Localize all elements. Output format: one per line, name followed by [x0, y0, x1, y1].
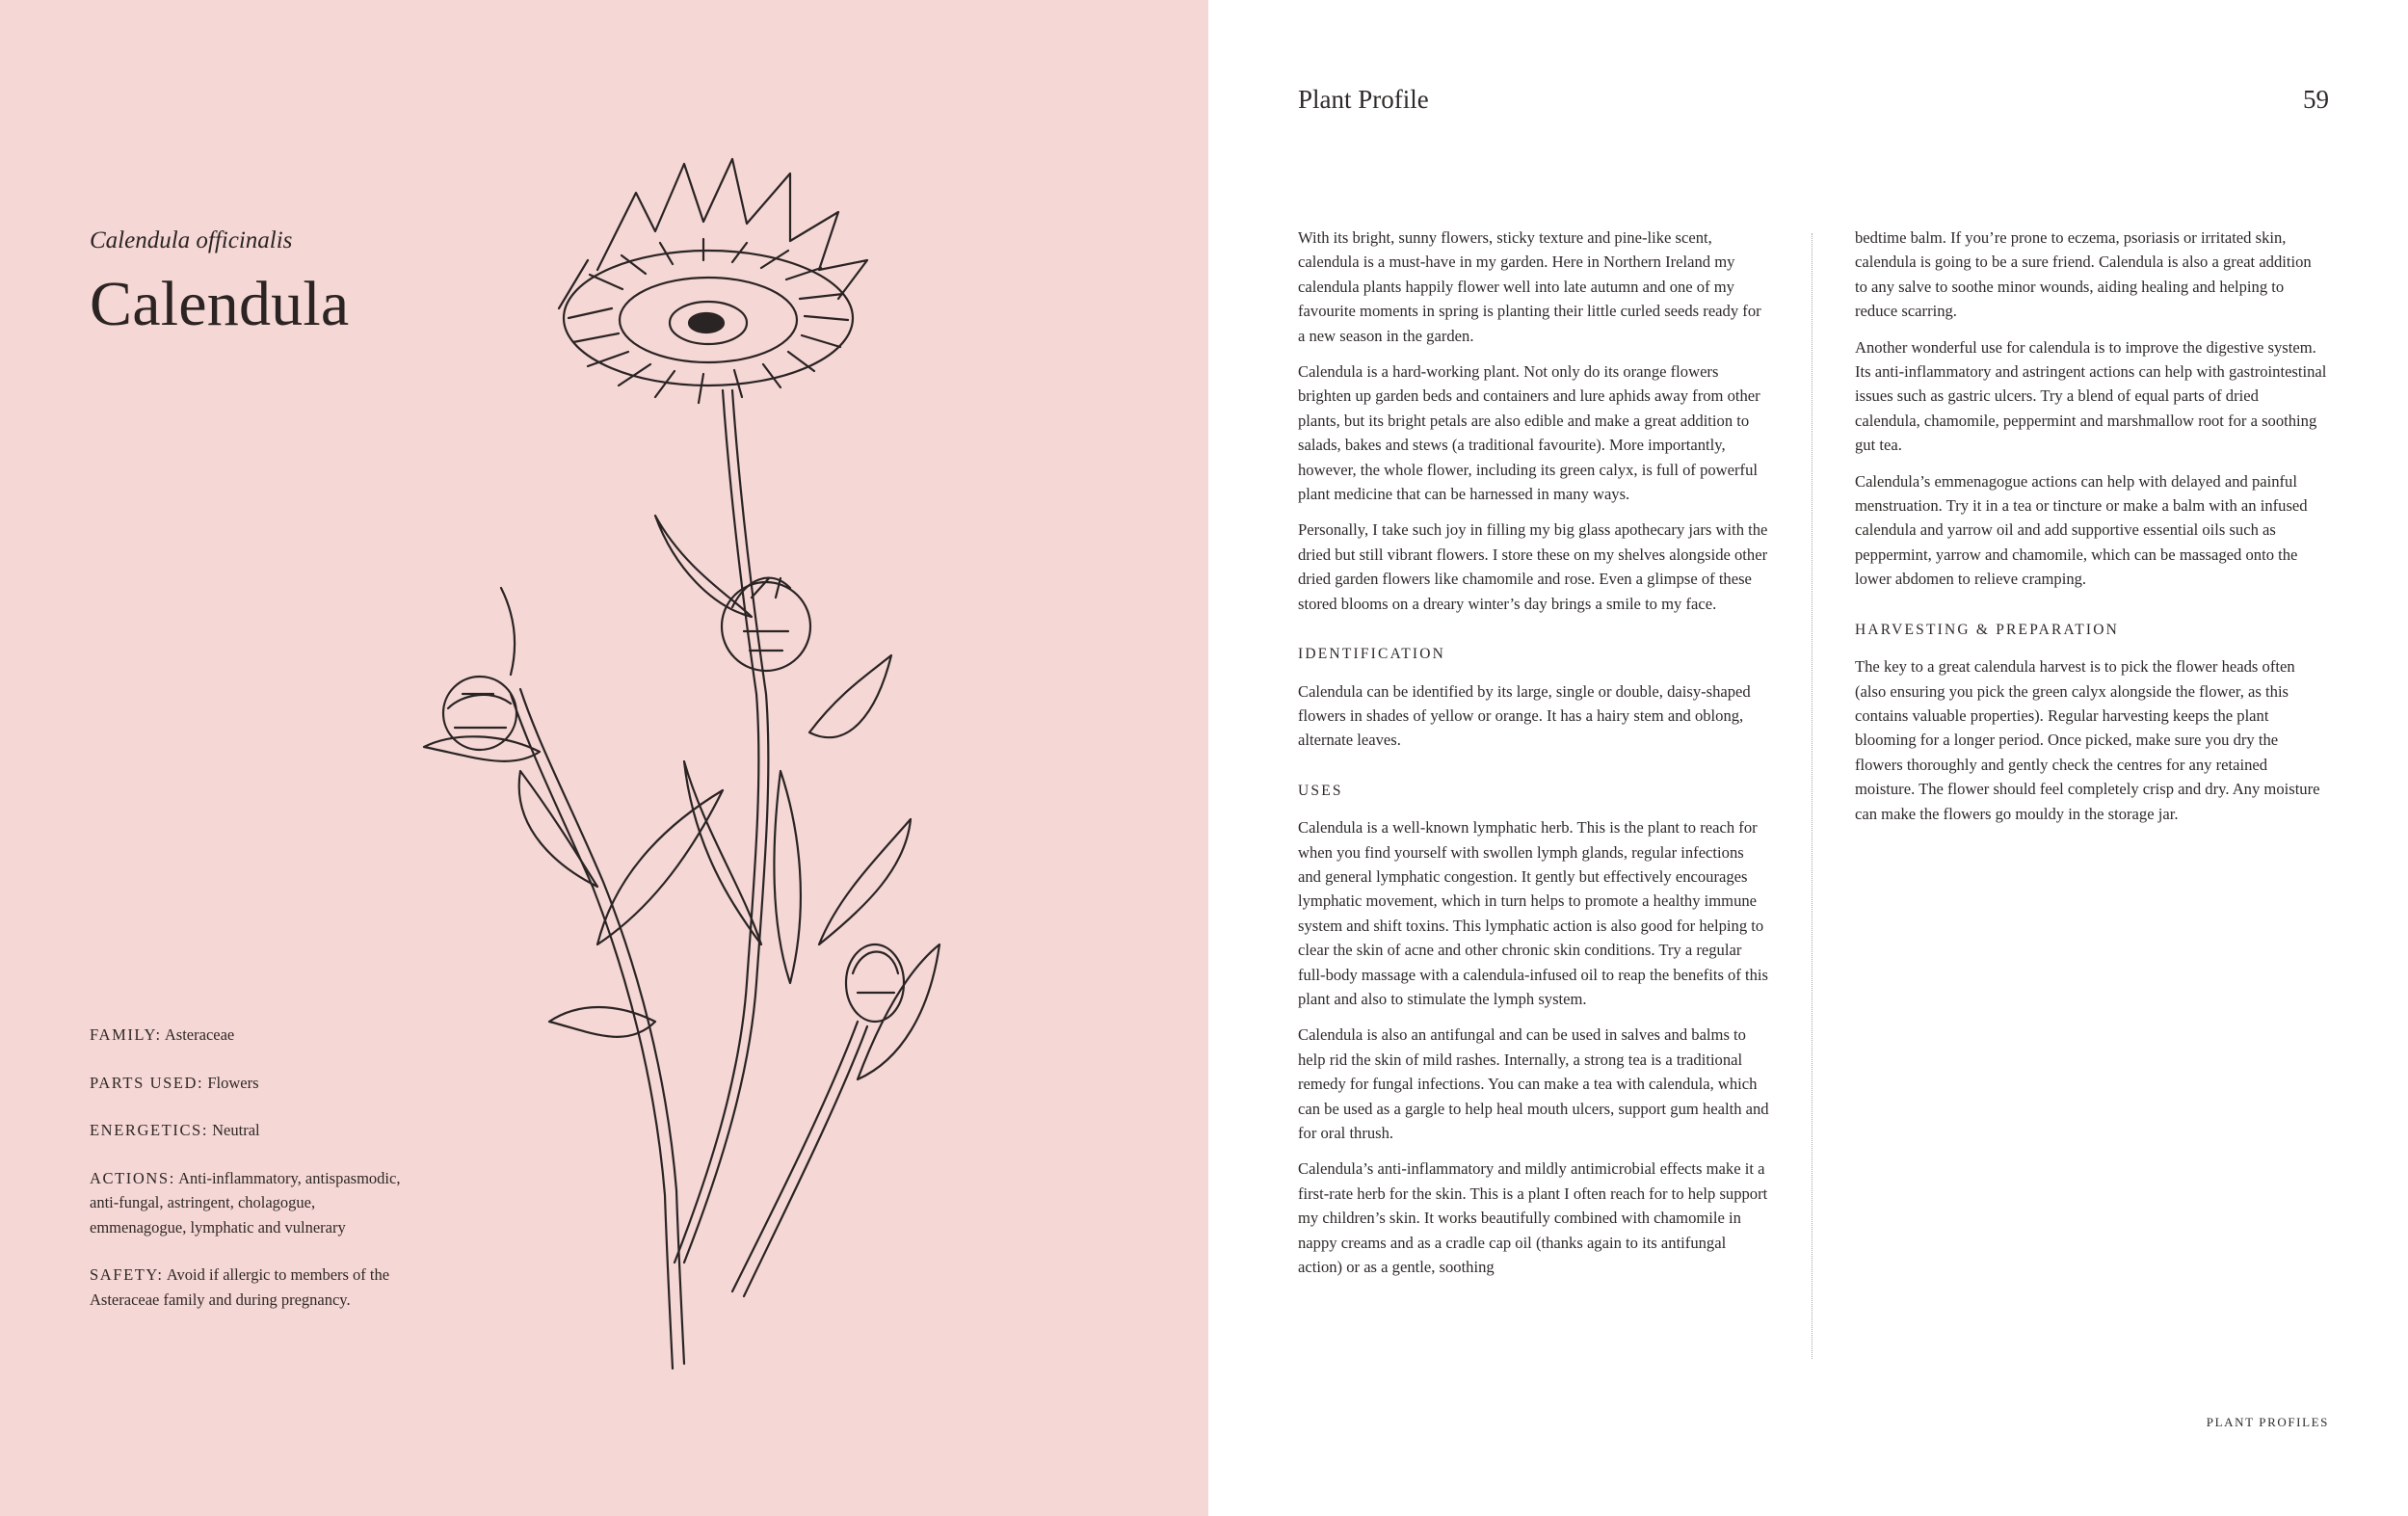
text-column-1: [1298, 226, 1770, 1290]
fact-value: Anti-inflammatory, antispasmodic, anti-fungal, astringent, cholagogue, emmenagogue, lymphatic and vulnerary: [90, 1168, 401, 1237]
paragraph: bedtime balm. If you’re prone to eczema, psoriasis or irritated skin, calendula is going to be a sure friend. Calendula is also a great addition to any salve to soothe minor wounds, aiding healing and helping to reduce scarring.: [1855, 228, 2312, 321]
paragraph: Calendula can be identified by its large, single or double, daisy-shaped flowers in shades of yellow or orange. It has a hairy stem and oblong, alternate leaves.: [1298, 681, 1751, 750]
plant-facts: [90, 1023, 408, 1335]
fact-family: [90, 1023, 408, 1048]
column-divider: [1812, 233, 1813, 1359]
paragraph: Another wonderful use for calendula is to improve the digestive system. Its anti-inflammatory and astringent actions can help with gastrointestinal issues such as gastric ulcers. Try a blend of equal parts of dried calendula, chamomile, peppermint and marshmallow root for a soothing gut tea.: [1855, 337, 2327, 455]
fact-energetics: [90, 1118, 408, 1143]
paragraph: Personally, I take such joy in filling my big glass apothecary jars with the dried but still vibrant flowers. I store these on my shelves alongside other dried garden flowers like chamomile and rose. Even a glimpse of these stored blooms on a dreary winter’s day brings a smile to my face.: [1298, 520, 1768, 613]
heading-identification: IDENTIFICATION: [1298, 646, 1446, 663]
fact-value: Flowers: [207, 1073, 259, 1092]
heading-harvesting: HARVESTING & PREPARATION: [1855, 621, 2120, 638]
paragraph: With its bright, sunny flowers, sticky texture and pine-like scent, calendula is a must-have in my garden. Here in Northern Ireland my calendula plants happily flower well into late autumn and one of my favourite moments in spring is planting their little curled seeds ready for a new season in the garden.: [1298, 228, 1761, 345]
paragraph: Calendula’s emmenagogue actions can help with delayed and painful menstruation. Try it in a tea or tincture or make a balm with an infused calendula and yarrow oil and add supportive essential oils such as peppermint, yarrow and chamomile, which can be massaged onto the lower abdomen to relieve cramping.: [1855, 471, 2308, 589]
fact-label: ACTIONS:: [90, 1168, 175, 1187]
paragraph: Calendula is a hard-working plant. Not only do its orange flowers brighten up garden beds and containers and lure aphids away from other plants, but its bright petals are also edible and make a great addition to salads, bakes and stews (a traditional favourite). More importantly, however, the whole flower, including its green calyx, is full of powerful plant medicine that can be harnessed in many ways.: [1298, 362, 1760, 504]
fact-actions: [90, 1166, 408, 1240]
fact-label: FAMILY:: [90, 1025, 162, 1044]
footer-section-label: PLANT PROFILES: [2206, 1415, 2329, 1429]
paragraph: Calendula is also an antifungal and can be used in salves and balms to help rid the skin of mild rashes. Internally, a strong tea is a traditional remedy for fungal infections. You can make a tea with calendula, which can be used as a gargle to help heal mouth ulcers, support gum health and for oral thrush.: [1298, 1025, 1769, 1142]
fact-value: Avoid if allergic to members of the Asteraceae family and during pregnancy.: [90, 1265, 390, 1309]
paragraph: The key to a great calendula harvest is to pick the flower heads often (also ensuring you pick the green calyx alongside the flower, as this contains valuable properties). Regular harvesting keeps the plant blooming for a longer period. Once picked, make sure you dry the flowers thoroughly and gently check the centres for any retained moisture. The flower should feel completely crisp and dry. Any moisture can make the flowers go mouldy in the storage jar.: [1855, 657, 2320, 823]
fact-parts-used: [90, 1071, 408, 1096]
fact-label: PARTS USED:: [90, 1073, 204, 1092]
plant-name-title: Calendula: [90, 269, 350, 339]
fact-label: ENERGETICS:: [90, 1121, 209, 1139]
fact-value: Neutral: [212, 1121, 260, 1139]
paragraph: Calendula’s anti-inflammatory and mildly antimicrobial effects make it a first-rate herb for the skin. This is a plant I often reach for to help support my children’s skin. It works beautifully combined with chamomile in nappy creams and as a cradle cap oil (thanks again to its antifungal action) or as a gentle, soothing: [1298, 1159, 1768, 1277]
fact-safety: [90, 1263, 408, 1312]
latin-name: Calendula officinalis: [90, 227, 293, 253]
page-number: 59: [2303, 85, 2329, 114]
fact-label: SAFETY:: [90, 1265, 164, 1284]
calendula-illustration: [366, 154, 944, 1388]
running-head: Plant Profile: [1298, 85, 1429, 114]
text-column-2: [1855, 226, 2327, 838]
paragraph: Calendula is a well-known lymphatic herb. This is the plant to reach for when you find yourself with swollen lymph glands, regular infections and general lymphatic congestion. It gently but effectively encourages lymphatic movement, which in turn helps to promote a healthy immune system and shift toxins. This lymphatic action is also good for helping to clear the skin of acne and other chronic skin conditions. Try a regular full-body massage with a calendula-infused oil to reap the benefits of this plant and also to stimulate the lymph system.: [1298, 818, 1768, 1008]
fact-value: Asteraceae: [164, 1025, 235, 1044]
heading-uses: USES: [1298, 782, 1343, 799]
